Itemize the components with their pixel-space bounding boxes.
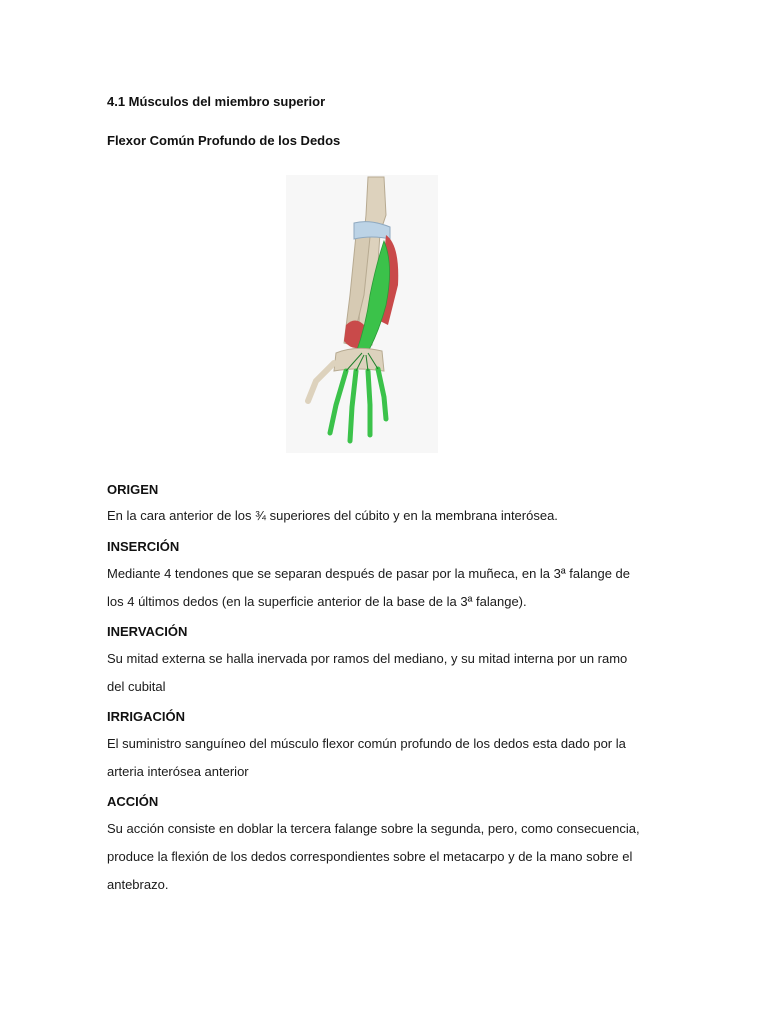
insertion-label: INSERCIÓN [107, 539, 180, 554]
action-line: Su acción consiste en doblar la tercera falange sobre la segunda, pero, como consecuencia, [107, 821, 640, 836]
irrigation-text [107, 730, 667, 786]
forearm-muscle-illustration [286, 175, 438, 453]
innervation-label: INERVACIÓN [107, 624, 188, 639]
action-line: antebrazo. [107, 877, 169, 892]
irrigation-line: arteria interósea anterior [107, 764, 249, 779]
insertion-line: los 4 últimos dedos (en la superficie anterior de la base de la 3ª falange). [107, 594, 527, 609]
irrigation-line: El suministro sanguíneo del músculo flexor común profundo de los dedos esta dado por la [107, 736, 626, 751]
insertion-text [107, 560, 667, 616]
section-title: 4.1 Músculos del miembro superior [107, 94, 326, 109]
irrigation-label: IRRIGACIÓN [107, 709, 185, 724]
origin-line: En la cara anterior de los ¾ superiores del cúbito y en la membrana interósea. [107, 508, 558, 523]
innervation-line: del cubital [107, 679, 166, 694]
origin-text [107, 502, 667, 530]
forearm-illustration-icon [286, 175, 438, 453]
insertion-line: Mediante 4 tendones que se separan después de pasar por la muñeca, en la 3ª falange de [107, 566, 631, 581]
action-text [107, 815, 667, 899]
innervation-line: Su mitad externa se halla inervada por ramos del mediano, y su mitad interna por un ramo [107, 651, 628, 666]
action-label: ACCIÓN [107, 794, 159, 809]
action-line: produce la flexión de los dedos correspondientes sobre el metacarpo y de la mano sobre el [107, 849, 633, 864]
origin-label: ORIGEN [107, 482, 159, 497]
muscle-title: Flexor Común Profundo de los Dedos [107, 133, 341, 148]
innervation-text [107, 645, 667, 701]
